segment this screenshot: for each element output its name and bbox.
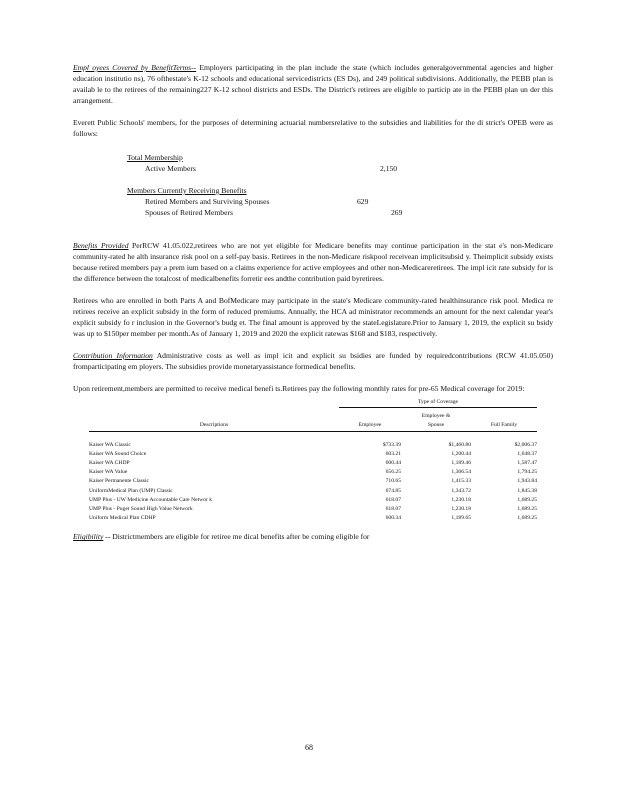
full-family-header: Full Family (471, 421, 537, 431)
paragraph-benefits-provided (73, 240, 553, 284)
plan-description: Kaiser WA Classic (89, 441, 131, 448)
spouse-rate: $1,460.80 (448, 441, 471, 448)
type-of-coverage-header: Type of Coverage (339, 398, 537, 408)
table-row (89, 487, 537, 496)
plan-description: Kaiser WA Value (89, 469, 128, 476)
spouse-rate: 1,415.33 (451, 478, 471, 485)
plan-description: Kaiser WA Sound Choice (89, 450, 147, 457)
family-rate: 1,689.25 (517, 515, 537, 522)
employee-spouse-header-top: Employee & (421, 413, 451, 420)
rates-table-body (89, 441, 537, 524)
family-rate: 1,689.25 (517, 506, 537, 513)
spouse-rate: 1,306.54 (451, 469, 471, 476)
employee-rate: 710.65 (385, 478, 401, 485)
table-row (89, 441, 537, 450)
employee-rate: 618.07 (385, 506, 401, 513)
family-rate: 1,689.25 (517, 496, 537, 503)
employee-rate: 600.34 (385, 515, 401, 522)
plan-description: UniformMedical Plan (UMP) Classic (89, 487, 173, 494)
paragraph-contribution (73, 350, 553, 372)
paragraph-medicare: Retirees who are enrolled in both Parts A and BofMedicare may participate in the state's Medicare community-rated healthinsurance risk pool. Medica re retirees receive an explicit subsidy in the form of reduced premiums. Annually, the HCA ad ministrator recommends an amount for the next calendar year's explicit subsidy fo r inclusion in the Governor's budg et. The final amount is approved by the stateLegislature.Prior to January 1, 2019, the explicit su bsidy was up to $150per member per month.As of January 1, 2019 and 2020 the explicit ratewas $168 and $183, respectively. (73, 296, 553, 338)
paragraph-rates-intro: Upon retirement,members are permitted to receive medical benefi ts.Retirees pay the following monthly rates for pre-65 Medical coverage for 2019: (73, 384, 525, 393)
retired-members-label: Retired Members and Surviving Spouses (145, 197, 270, 206)
employee-rate: 603.21 (385, 450, 401, 457)
paragraph-eligibility (73, 531, 553, 542)
family-rate: 1,845.38 (517, 487, 537, 494)
spouse-rate: 1,189.46 (451, 460, 471, 467)
text-contribution: Administrative costs as well as impl icit and explicit su bsidies are funded by requiredcontributions (RCW 41.05.050) fromparticipating em ployers. The subsidies provide monetaryassistance formedical benefits. (73, 351, 554, 371)
spouse-rate: 1,230.18 (451, 506, 471, 513)
descriptions-header: Descriptions (89, 421, 339, 431)
paragraph-employees-covered (73, 62, 553, 106)
document-body (73, 62, 553, 542)
text-benefits-provided: PerRCW 41.05.022,retirees who are not yet eligible for Medicare benefits may continue participation in the stat e's non-Medicare community-rated he alth insurance risk pool on a self-pay basis. Retirees in the non-Medicare riskpool receivean implicitsubsid y. Theimplicit subsidy exists because retired members pay a prem ium based on a claims experience for active employees and other non-Medicareretirees. The impl icit rate subsidy for is the difference between the totalcost of medicalbenefits forretir ees andthe contribution paid byretirees. (73, 241, 553, 283)
plan-description: UMP Plus - Puget Sound High Value Network (89, 506, 193, 513)
total-membership-label: Total Membership (127, 153, 183, 162)
page-number: 68 (305, 743, 313, 752)
plan-description: UMP Plus - UW Medicine Accountable Care Networ k (89, 496, 213, 503)
employee-rate: 618.07 (385, 496, 401, 503)
spouse-rate: 1,230.18 (451, 496, 471, 503)
heading-benefits-provided: Benefits Provided (73, 241, 129, 250)
spouse-header: Spouse (401, 421, 471, 431)
table-row (89, 496, 537, 505)
table-row (89, 459, 537, 468)
plan-description: Uniform Medical Plan CDHP (89, 515, 156, 522)
family-rate: $2,006.37 (514, 441, 537, 448)
plan-description: Kaiser WA CHDP (89, 460, 130, 467)
spouse-rate: 1,200.44 (451, 450, 471, 457)
table-row (89, 477, 537, 486)
plan-description: Kaiser Permanente Classic (89, 478, 149, 485)
family-rate: 1,587.47 (517, 460, 537, 467)
heading-employees-covered: Empl oyees Covered by BenefitTerms-- (73, 63, 197, 72)
table-row (89, 450, 537, 459)
active-members-value: 2,150 (380, 164, 398, 173)
spouse-rate: 1,189.65 (451, 515, 471, 522)
table-row (89, 505, 537, 514)
heading-eligibility: Eligibility (73, 532, 104, 542)
membership-block (127, 152, 553, 218)
table-row (89, 468, 537, 477)
family-rate: 1,943.84 (517, 478, 537, 485)
employee-header: Employee (339, 421, 401, 431)
retired-members-value: 629 (357, 197, 369, 206)
employee-rate: 674.85 (385, 487, 401, 494)
paragraph-members-intro: Everett Public Schools' members, for the purposes of determining actuarial numbersrelative to the subsidies and liabilities for the di strict's OPEB were as follows: (73, 118, 553, 138)
rates-table (89, 398, 537, 523)
spouses-value: 269 (391, 208, 403, 217)
spouses-label: Spouses of Retired Members (145, 208, 233, 217)
employee-rate: $733.39 (382, 441, 401, 448)
family-rate: 1,794.25 (517, 469, 537, 476)
active-members-label: Active Members (145, 164, 196, 173)
spouse-rate: 1,343.72 (451, 487, 471, 494)
receiving-benefits-label: Members Currently Receiving Benefits (127, 186, 247, 195)
heading-contribution: Contribution Information (73, 351, 153, 360)
table-row (89, 514, 537, 523)
family-rate: 1,648.37 (517, 450, 537, 457)
text-eligibility: -- Districtmembers are eligible for retiree me dical benefits after be coming eligible for (103, 532, 370, 542)
text-employees-covered: Employers participating in the plan include the state (which includes generalgovernmental agencies and higher education institutio ns), 76 ofthestate's K-12 schools and educational servicedistricts (ES Ds), and 249 political subdivisions. Additionally, the PEBB plan is availab le to the retirees of the remaining227 K-12 school districts and ESDs. The District's retirees are eligible to particip ate in the PEBB plan un der this arrangement. (73, 63, 553, 105)
employee-rate: 600.44 (385, 460, 401, 467)
employee-rate: 656.25 (385, 469, 401, 476)
